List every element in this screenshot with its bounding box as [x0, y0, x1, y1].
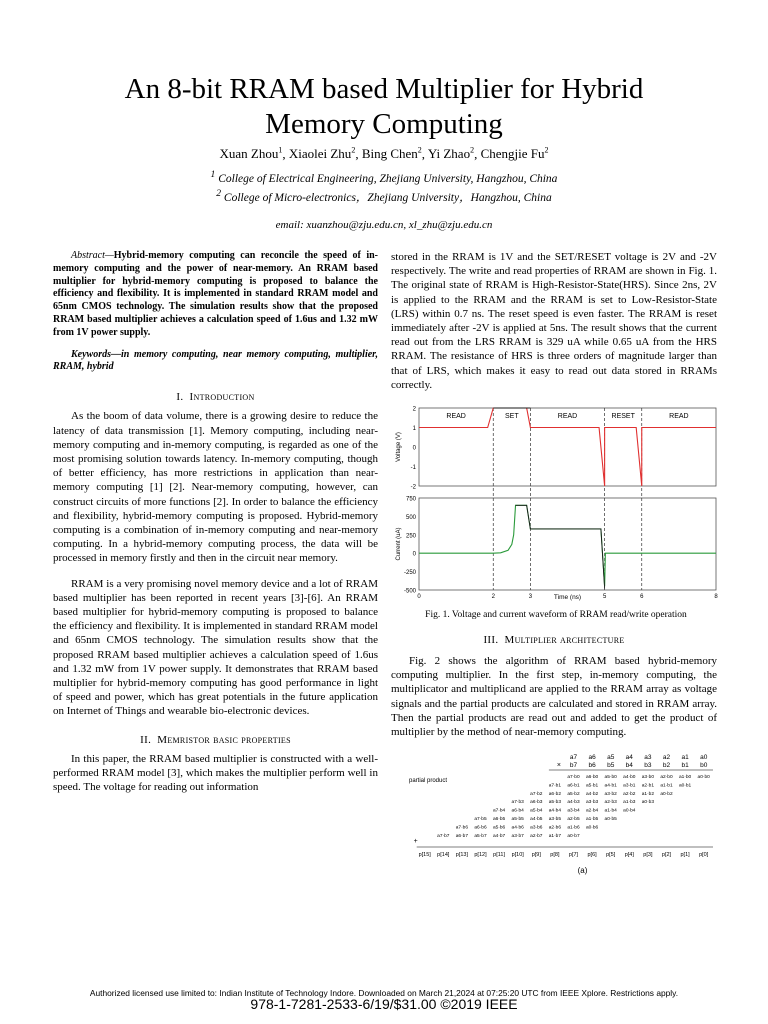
partial-product-term: a6·b7	[455, 833, 469, 839]
time-tick-label: 0	[417, 594, 421, 600]
section-heading-introduction	[53, 390, 378, 404]
memristor-paragraph-continued: stored in the RRAM is 1V and the SET/RESET voltage is 2V and -2V respectively. The write and read properties of RRAM are shown in Fig. 1. The original state of RRAM is High-Resistor-State(HRS). Since 2ns, 2V is applied to the RRAM and the RRAM is set to Low-Resistor-State (LRS) within 0.7 ns. The reset speed is even faster. The RRAM is reset immediately after -2V is applied at 5ns. The result shows that the current read out from the LRS RRAM is 329 uA while 0.65 uA from the HRS RRAM. The resistance of HRS is three orders of magnitude larger than that of LRS, which makes it easy to read out data stored in RRAMs correctly.	[391, 251, 717, 391]
partial-product-term: a6·b3	[530, 800, 543, 806]
phase-label: RESET	[611, 413, 635, 420]
voltage-tick-label: 0	[412, 445, 416, 452]
section-title: Memristor basic properties	[157, 733, 291, 746]
subfigure-label: (a)	[577, 866, 588, 875]
partial-product-term: a4·b0	[623, 775, 636, 780]
multiplier-bit: b2	[662, 762, 671, 769]
partial-product-term: a6·b2	[548, 791, 562, 797]
current-panel-frame	[419, 498, 716, 590]
fig2-multiplication-diagram	[391, 751, 721, 879]
partial-product-term: a7·b6	[455, 825, 469, 831]
author-affil-number: 2	[351, 146, 356, 155]
time-tick-label: 8	[714, 594, 718, 600]
multiplier-bit: b4	[625, 762, 633, 769]
section-number: I.	[176, 391, 184, 404]
fig1-waveform-plot	[391, 400, 721, 602]
partial-product-term: a6·b6	[474, 825, 487, 831]
affiliation-1	[0, 169, 768, 185]
current-tick-label: 750	[405, 496, 416, 503]
email-line: email: xuanzhou@zju.edu.cn, xl_zhu@zju.edu.cn	[275, 219, 493, 231]
author: Bing Chen$^2$	[361, 146, 422, 162]
current-tick-label: 0	[412, 551, 416, 558]
voltage-tick-label: -1	[410, 465, 416, 471]
phase-label: READ	[669, 413, 689, 420]
partial-product-term: a1·b4	[604, 808, 617, 814]
partial-product-term: a7·b5	[474, 817, 487, 822]
partial-product-term: a2·b5	[567, 817, 580, 822]
author: Xuan Zhou$^1$	[219, 146, 283, 162]
product-bit: p[11]	[493, 852, 506, 858]
partial-product-term: a3·b4	[567, 808, 580, 814]
product-bit: p[4]	[624, 852, 634, 858]
section-number: II.	[140, 733, 152, 746]
multiplier-bit: b5	[607, 762, 615, 769]
partial-product-term: a1·b6	[567, 825, 580, 831]
author-affil-number: 2	[544, 146, 549, 155]
author: Xiaolei Zhu$^2$	[288, 146, 356, 162]
partial-product-term: a3·b2	[604, 791, 617, 797]
keywords-label: Keywords—	[71, 348, 121, 360]
keywords	[53, 349, 378, 375]
partial-product-term: a1·b5	[585, 817, 599, 822]
product-bit: p[14]	[437, 852, 450, 858]
multiplicand-bit: a7	[569, 754, 578, 761]
partial-product-term: a0·b7	[567, 833, 580, 839]
partial-product-term: a4·b3	[567, 800, 580, 806]
partial-product-term: a4·b6	[511, 825, 524, 831]
partial-product-term: a3·b1	[623, 783, 636, 789]
partial-product-term: a1·b7	[548, 833, 562, 839]
partial-product-term: a5·b5	[511, 817, 524, 822]
product-bit: p[1]	[680, 852, 690, 858]
time-axis-label: Time (ns)	[553, 594, 582, 601]
current-waveform-black	[516, 505, 605, 588]
current-waveform	[419, 505, 716, 586]
partial-product-term: a2·b6	[548, 825, 562, 831]
voltage-axis-label: Voltage (V)	[396, 432, 402, 462]
product-bit: p[8]	[550, 852, 560, 858]
partial-product-term: a0·b0	[697, 775, 710, 780]
partial-product-term: a4·b1	[604, 783, 617, 789]
paper-title	[0, 72, 768, 142]
isbn-line: 978-1-7281-2533-6/19/$31.00 ©2019 IEEE	[250, 996, 518, 1012]
license-notice: Authorized licensed use limited to: Indian Institute of Technology Indore. Downloaded on March 21,2024 at 07:25:20 UTC from IEEE Xplore. Restrictions apply.	[89, 988, 679, 998]
plus-sign: +	[413, 838, 418, 845]
partial-product-term: a2·b0	[660, 775, 673, 780]
multiplicand-bit: a6	[588, 754, 596, 761]
partial-product-term: a2·b7	[530, 833, 543, 839]
partial-product-term: a6·b0	[585, 775, 599, 780]
partial-product-term: a5·b7	[474, 833, 487, 839]
author: Chengjie Fu$^2$	[480, 146, 549, 162]
time-tick-label: 6	[640, 594, 644, 600]
title-line-1: An 8-bit RRAM based Multiplier for Hybrid	[124, 73, 644, 105]
partial-product-term: a3·b3	[585, 800, 599, 806]
multiplicand-bit: a5	[607, 754, 615, 761]
partial-product-term: a0·b4	[623, 808, 636, 814]
abstract-label: Abstract—	[71, 250, 114, 261]
current-tick-label: -500	[403, 588, 416, 595]
partial-product-term: a4·b5	[530, 817, 543, 822]
partial-product-term: a3·b6	[530, 825, 543, 831]
intro-paragraph-1: As the boom of data volume, there is a growing desire to reduce the latency of data transmission [1]. Memory computing, including near-memory computing and in-memory computing, is regarded as one of the most promising solution towards latency. In-memory computing, though of better efficiency, has more restrictions in application than near-memory computing [1] [2]. Near-memory computing, however, can construct circuits of more functions [2]. In order to balance the efficiency and flexibility, hybrid-memory computing is proposed. Hybrid-memory computing is a combination of in-memory computing and near-memory computing. In a hybrid-memory computing process, the data will be processed in memory firstly and then in the circuit near memory.	[53, 410, 378, 565]
partial-product-term: a0·b5	[604, 817, 617, 822]
time-tick-label: 2	[491, 594, 495, 600]
voltage-tick-label: 2	[412, 406, 416, 413]
partial-product-term: a7·b2	[530, 791, 543, 797]
memristor-paragraph-1: In this paper, the RRAM based multiplier is constructed with a well-performed RRAM model [3], which makes the multiplier perform well in speed. The voltage for reading out information	[53, 752, 378, 794]
partial-product-term: a7·b3	[511, 800, 524, 806]
partial-product-term: a0·b6	[585, 825, 599, 831]
phase-label: READ	[446, 413, 466, 420]
product-bit: p[12]	[474, 852, 487, 858]
multiplier-bit: b0	[700, 762, 708, 769]
affiliation-2	[0, 188, 768, 205]
current-tick-label: 500	[405, 514, 416, 521]
keywords-text: in memory computing, near memory computing, multiplier, RRAM, hybrid	[53, 348, 378, 373]
partial-product-term: a6·b5	[492, 817, 506, 822]
partial-product-term: a5·b2	[567, 791, 580, 797]
intro-paragraph-2: RRAM is a very promising novel memory device and a lot of RRAM based multiplier has been reported in recent years [3]-[6]. An RRAM based multiplier for hybrid-memory computing is proposed to balance the efficiency and flexibility. It is implemented in standard RRAM model and 65nm CMOS technology. The simulation results show that the proposed RRAM based multiplier achieves a calculation speed of 1.6us and 1.32 mW from 1V power supply. It demonstrates that RRAM based multiplier for hybrid-memory computing has good performance in light of speed and power, which has great potentials in the future application on Internet of Things and wearable bio-electronic devices.	[53, 577, 378, 718]
left-column	[53, 250, 378, 794]
product-bit: p[6]	[587, 852, 597, 858]
product-bit: p[13]	[455, 852, 469, 858]
partial-product-term: a2·b2	[623, 791, 636, 797]
section-heading-architecture	[391, 634, 717, 646]
affil-1-text: College of Electrical Engineering, Zhejiang University, Hangzhou, China	[218, 172, 558, 185]
author-list: Xuan Zhou$^1$, Xiaolei Zhu$^2$, Bing Chen$^2$, Yi Zhao$^2$, Chengjie Fu$^2$	[219, 146, 549, 162]
product-bit: p[15]	[418, 852, 431, 858]
multiplicand-bit: a0	[700, 754, 708, 761]
current-tick-label: -250	[403, 570, 416, 577]
partial-product-term: a7·b4	[492, 808, 506, 814]
section-number: III.	[483, 634, 499, 646]
section-heading-memristor	[53, 733, 378, 747]
partial-product-term: a4·b7	[492, 833, 506, 839]
author-affil-number: 2	[417, 146, 422, 155]
multiplicand-bit: a1	[681, 754, 689, 761]
voltage-tick-label: 1	[412, 426, 416, 432]
partial-product-term: a0·b2	[660, 791, 673, 797]
partial-product-term: a0·b3	[641, 800, 655, 806]
product-bit: p[0]	[699, 852, 709, 858]
partial-product-term: a2·b4	[585, 808, 599, 814]
multiplier-bit: b6	[588, 762, 596, 769]
partial-product-term: a7·b0	[567, 775, 580, 780]
section-title: Multiplier architecture	[504, 634, 625, 646]
affil-1-number: 1	[210, 169, 216, 180]
multiplicand-bit: a2	[662, 754, 671, 761]
abstract-text: Hybrid-memory computing can reconcile the speed of in-memory computing and the power of near-memory. An RRAM based multiplier for hybrid-memory computing is proposed to balance the efficiency and flexibility. It is implemented in standard RRAM model and 65nm CMOS technology. The simulation results show that the proposed RRAM based multiplier achieves a calculation speed of 1.6us and 1.32 mW from 1V power supply.	[53, 250, 378, 338]
partial-product-term: a5·b1	[585, 783, 599, 789]
multiplier-bit: b3	[644, 762, 652, 769]
product-bit: p[10]	[511, 852, 524, 858]
product-bit: p[9]	[531, 852, 541, 858]
title-line-2: Memory Computing	[265, 108, 503, 140]
partial-product-term: a5·b6	[492, 825, 506, 831]
fig1-caption: Fig. 1. Voltage and current waveform of RRAM read/write operation	[425, 610, 687, 620]
right-column-text	[391, 250, 717, 392]
author: Yi Zhao$^2$	[427, 146, 475, 162]
product-bit: p[7]	[568, 852, 579, 858]
partial-product-term: a5·b4	[530, 808, 543, 814]
partial-product-term: a1·b2	[641, 791, 655, 797]
product-bit: p[2]	[661, 852, 672, 858]
affil-2-number: 2	[216, 188, 222, 199]
times-sign: ×	[556, 762, 561, 769]
partial-product-term: a0·b1	[678, 783, 692, 789]
partial-product-term: a4·b4	[548, 808, 562, 814]
author-affil-number: 1	[278, 146, 283, 155]
time-tick-label: 5	[602, 594, 607, 600]
partial-product-term: a5·b0	[604, 775, 617, 780]
multiplier-bit: b1	[681, 762, 689, 769]
multiplier-bit: b7	[569, 762, 578, 769]
partial-product-term: a3·b0	[641, 775, 655, 780]
partial-product-term: a3·b7	[511, 833, 524, 839]
partial-product-label: partial product	[409, 778, 448, 784]
partial-product-term: a2·b1	[641, 783, 655, 789]
partial-product-term: a7·b1	[548, 783, 562, 789]
partial-product-term: a2·b3	[604, 800, 617, 806]
architecture-paragraph-1: Fig. 2 shows the algorithm of RRAM based hybrid-memory computing multiplier. In the first step, in-memory computing, the multiplicator and multiplicand are applied to the RRAM array as voltage signals and the partial products are calculated and stored in RRAM array. Then the partial products are read out and added to get the product of multiplier by the method of near-memory computing.	[391, 655, 717, 739]
architecture-text	[391, 654, 717, 739]
author-affil-number: 2	[470, 146, 475, 155]
partial-product-term: a7·b7	[437, 833, 450, 839]
partial-product-term: a4·b2	[585, 791, 599, 797]
current-axis-label: Current (uA)	[396, 527, 402, 561]
affil-2-text: College of Micro-electronics，Zhejiang University，Hangzhou, China	[223, 191, 552, 204]
current-tick-label: 250	[405, 533, 416, 540]
phase-label: SET	[505, 413, 519, 420]
partial-product-term: a6·b1	[567, 783, 580, 789]
partial-product-term: a3·b5	[548, 817, 562, 822]
multiplicand-bit: a4	[625, 754, 633, 761]
time-tick-label: 3	[528, 594, 533, 600]
abstract	[53, 250, 378, 340]
partial-product-term: a1·b3	[623, 800, 636, 806]
partial-product-term: a6·b4	[511, 808, 524, 814]
multiplicand-bit: a3	[644, 754, 652, 761]
partial-product-term: a1·b1	[660, 783, 673, 789]
section-title: Introduction	[189, 391, 255, 404]
partial-product-term: a5·b3	[548, 800, 562, 806]
partial-product-term: a1·b0	[678, 775, 692, 780]
product-bit: p[5]	[606, 852, 616, 858]
phase-label: READ	[557, 413, 578, 420]
voltage-tick-label: -2	[410, 484, 416, 491]
product-bit: p[3]	[643, 852, 653, 858]
